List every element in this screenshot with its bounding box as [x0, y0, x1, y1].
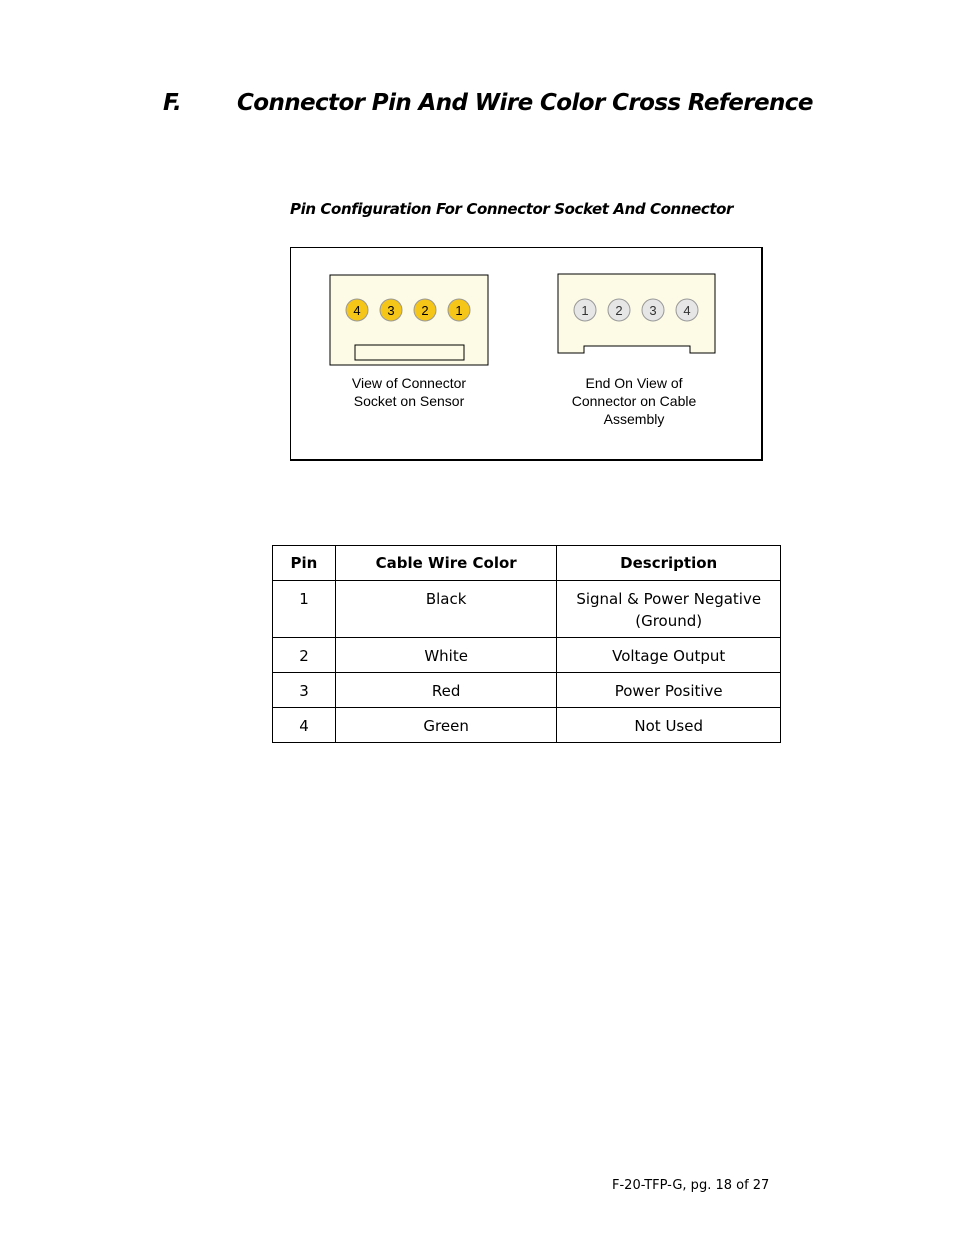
wire-color-cell: Black	[335, 581, 556, 638]
pin-cell: 1	[273, 581, 336, 638]
pin-wire-color-table	[272, 545, 781, 743]
socket-caption: View of Connector Socket on Sensor	[351, 375, 467, 409]
cable-caption: End On View of Connector on Cable Assembly	[571, 375, 697, 427]
socket-pin-label: 1	[455, 303, 463, 318]
pin-cell: 3	[273, 673, 336, 708]
cable-pin-label: 2	[615, 303, 623, 318]
socket-pin	[448, 299, 470, 321]
socket-pin-label: 3	[387, 303, 395, 318]
description-cell: Voltage Output	[557, 638, 781, 673]
table-row	[273, 581, 781, 638]
column-header-description: Description	[557, 546, 781, 581]
table-row	[273, 673, 781, 708]
description-cell: Not Used	[557, 708, 781, 743]
column-header-wire-color: Cable Wire Color	[335, 546, 556, 581]
socket-pin	[380, 299, 402, 321]
cable-pin-label: 3	[649, 303, 657, 318]
description-cell: Signal & Power Negative (Ground)	[557, 581, 781, 638]
cable-pin	[608, 299, 630, 321]
cable-pin	[676, 299, 698, 321]
pin-cell: 4	[273, 708, 336, 743]
socket-key	[355, 345, 464, 360]
table-row	[273, 638, 781, 673]
socket-pin	[414, 299, 436, 321]
cable-pin-label: 1	[581, 303, 589, 318]
figure-title: Pin Configuration For Connector Socket And Connector	[290, 200, 734, 218]
cable-pin	[574, 299, 596, 321]
page-footer: F-20-TFP-G, pg. 18 of 27	[612, 1178, 770, 1193]
description-cell: Power Positive	[557, 673, 781, 708]
section-number: F.	[163, 90, 182, 116]
column-header-pin: Pin	[273, 546, 336, 581]
section-heading	[163, 90, 813, 116]
wire-color-cell: White	[335, 638, 556, 673]
table-header-row	[273, 546, 781, 581]
wire-color-cell: Green	[335, 708, 556, 743]
cable-pin	[642, 299, 664, 321]
wire-color-cell: Red	[335, 673, 556, 708]
pin-configuration-diagram	[290, 247, 763, 461]
socket-pin-label: 2	[421, 303, 429, 318]
socket-pin-label: 4	[353, 303, 361, 318]
table-row	[273, 708, 781, 743]
section-title: Connector Pin And Wire Color Cross Reference	[237, 90, 813, 116]
socket-pin	[346, 299, 368, 321]
pin-cell: 2	[273, 638, 336, 673]
cable-pin-label: 4	[683, 303, 691, 318]
